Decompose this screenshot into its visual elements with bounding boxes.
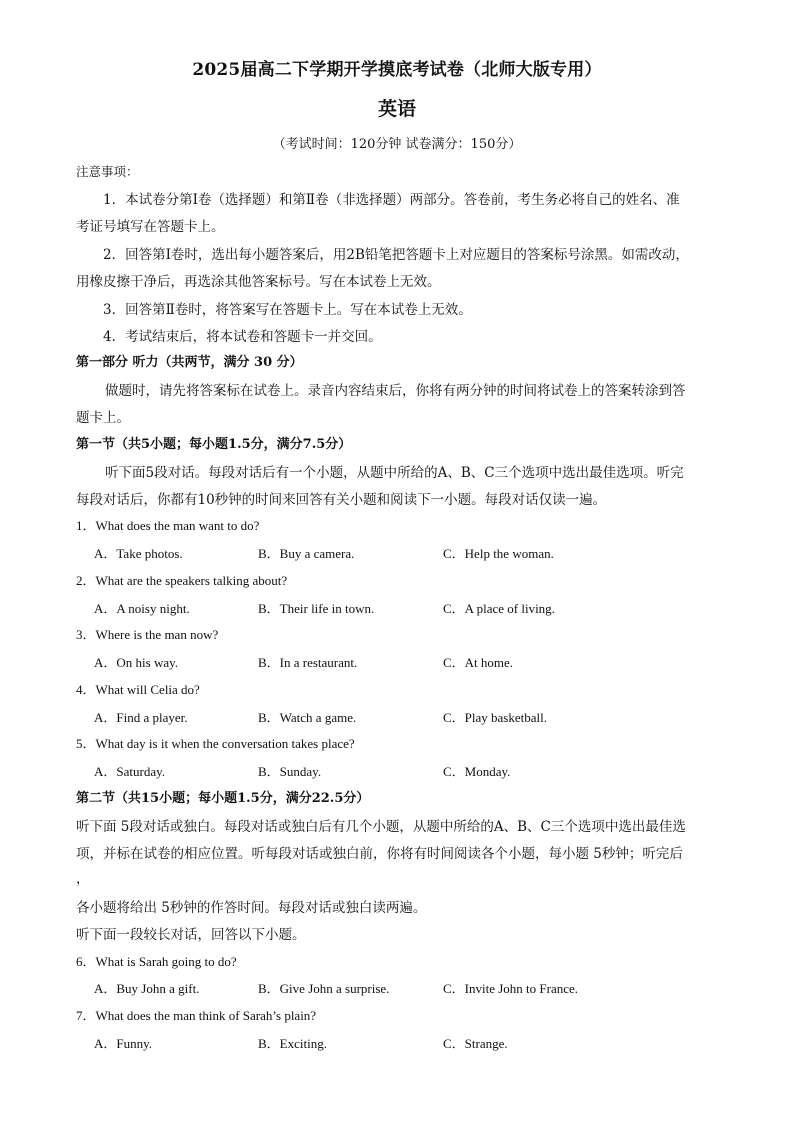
section1-intro-line-2: 每段对话后，你都有10秒钟的时间来回答有关小题和阅读下一小题。每段对话仅读一遍。 — [76, 492, 607, 508]
notice-heading: 注意事项： — [76, 164, 139, 179]
question-stem: 3．Where is the man now? — [76, 627, 219, 642]
passage-intro: 听下面一段较长对话，回答以下小题。 — [76, 927, 306, 943]
section1-intro-line-1: 听下面5段对话。每段对话后有一个小题，从题中所给的A、B、C三个选项中选出最佳选项。听完 — [105, 465, 684, 481]
option-a: A．On his way. — [94, 655, 179, 670]
subject-title: 英语 — [377, 98, 416, 120]
option-c: C．Strange. — [443, 1036, 508, 1051]
section2-intro-line-3: ， — [76, 871, 90, 887]
option-a: A．A noisy night. — [94, 601, 190, 616]
question-stem: 4．What will Celia do? — [76, 682, 200, 697]
notice-item-4: 4．考试结束后，将本试卷和答题卡一并交回。 — [103, 329, 382, 345]
option-a: A．Saturday. — [94, 764, 166, 779]
option-c: C．Monday. — [443, 764, 511, 779]
option-b: B．Sunday. — [258, 764, 322, 779]
option-c: C．At home. — [443, 655, 514, 670]
notice-item-2-line-1: 2．回答第Ⅰ卷时，选出每小题答案后，用2B铅笔把答题卡上对应题目的答案标号涂黑。如需改动， — [103, 247, 689, 263]
section2-intro-line-1: 听下面 5段对话或独白。每段对话或独白后有几个小题，从题中所给的A、B、C三个选项中选出最佳选 — [76, 819, 686, 835]
option-c: C．Invite John to France. — [443, 981, 579, 996]
option-a: A．Take photos. — [94, 546, 183, 561]
option-a: A．Find a player. — [94, 710, 188, 725]
option-c: C．A place of living. — [443, 601, 555, 616]
notice-item-2-line-2: 用橡皮擦干净后，再选涂其他答案标号。写在本试卷上无效。 — [76, 274, 441, 290]
option-a: A．Buy John a gift. — [94, 981, 200, 996]
exam-title: 2025届高二下学期开学摸底考试卷（北师大版专用） — [192, 60, 602, 80]
question-stem: 1．What does the man want to do? — [76, 518, 260, 533]
option-b: B．Watch a game. — [258, 710, 357, 725]
section2-intro-line-2: 项，并标在试卷的相应位置。听每段对话或独白前，你将有时间阅读各个小题，每小题 5秒钟；听完后 — [76, 846, 683, 862]
exam-info: （考试时间：120分钟 试卷满分：150分） — [272, 137, 522, 152]
part1-intro-line-2: 题卡上。 — [76, 410, 130, 426]
question-stem: 7．What does the man think of Sarah’s plain? — [76, 1008, 317, 1023]
question-stem: 6．What is Sarah going to do? — [76, 954, 237, 969]
option-c: C．Play basketball. — [443, 710, 547, 725]
option-b: B．In a restaurant. — [258, 655, 358, 670]
section2-heading: 第二节（共15小题；每小题1.5分，满分22.5分） — [76, 791, 370, 806]
option-a: A．Funny. — [94, 1036, 153, 1051]
part1-heading: 第一部分 听力（共两节，满分 30 分） — [76, 355, 303, 370]
option-c: C．Help the woman. — [443, 546, 554, 561]
option-b: B．Their life in town. — [258, 601, 375, 616]
question-stem: 5．What day is it when the conversation takes place? — [76, 736, 355, 751]
notice-item-3: 3．回答第Ⅱ卷时，将答案写在答题卡上。写在本试卷上无效。 — [103, 302, 472, 318]
part1-intro-line-1: 做题时，请先将答案标在试卷上。录音内容结束后，你将有两分钟的时间将试卷上的答案转涂到答 — [105, 383, 686, 399]
option-b: B．Exciting. — [258, 1036, 327, 1051]
notice-item-1-line-1: 1．本试卷分第Ⅰ卷（选择题）和第Ⅱ卷（非选择题）两部分。答卷前，考生务必将自己的姓名、准 — [103, 192, 680, 208]
notice-item-1-line-2: 考证号填写在答题卡上。 — [76, 219, 225, 235]
option-b: B．Buy a camera. — [258, 546, 355, 561]
option-b: B．Give John a surprise. — [258, 981, 390, 996]
section2-intro-line-4: 各小题将给出 5秒钟的作答时间。每段对话或独白读两遍。 — [76, 900, 427, 916]
question-stem: 2．What are the speakers talking about? — [76, 573, 288, 588]
section1-heading: 第一节（共5小题；每小题1.5分，满分7.5分） — [76, 437, 352, 452]
